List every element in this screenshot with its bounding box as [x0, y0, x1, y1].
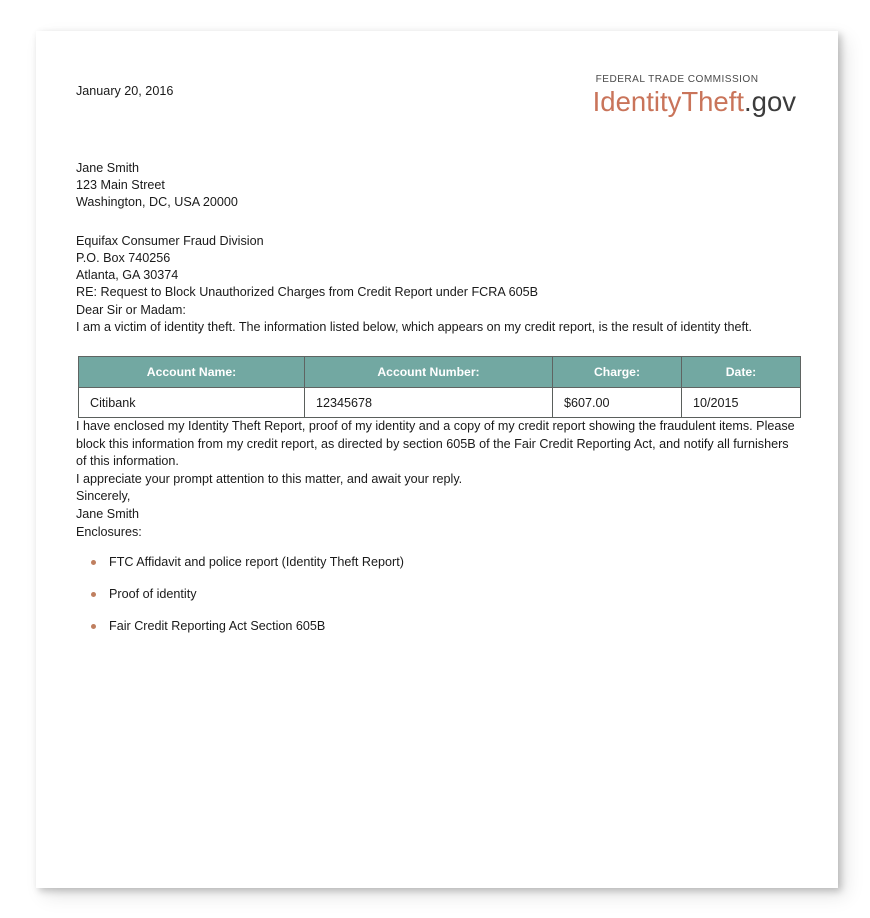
letter-appreciation-paragraph: I appreciate your prompt attention to this matter, and await your reply. [76, 471, 463, 486]
wordmark-primary: IdentityTheft [592, 86, 745, 117]
bullet-icon [91, 592, 96, 597]
recipient-organization: Equifax Consumer Fraud Division [76, 233, 264, 248]
enclosures-list [76, 554, 796, 635]
enclosures-label: Enclosures: [76, 524, 142, 539]
cell-account-number: 12345678 [305, 388, 553, 418]
letter-intro-paragraph: I am a victim of identity theft. The information listed below, which appears on my credit report, is the result of identity theft. [76, 320, 752, 335]
sender-address-block [76, 160, 796, 212]
list-item [91, 586, 796, 603]
column-header-account-name: Account Name: [79, 357, 305, 388]
agency-name: FEDERAL TRADE COMMISSION [595, 74, 759, 85]
wordmark-suffix: .gov [744, 86, 796, 117]
letter-body-paragraph: I have enclosed my Identity Theft Report, proof of my identity and a copy of my credit report showing the fraudulent items. Please block this information from my credit report, as directed by section 605B of the Fair Credit Reporting Act, and notify all furnishers of this information. [76, 419, 795, 469]
bullet-icon [91, 560, 96, 565]
recipient-po-box: P.O. Box 740256 [76, 250, 171, 265]
letter-date: January 20, 2016 [76, 84, 174, 98]
list-item [91, 554, 796, 571]
cell-charge: $607.00 [553, 388, 682, 418]
letter-salutation: Dear Sir or Madam: [76, 302, 186, 317]
wordmark [593, 87, 796, 117]
fraudulent-charges-table-wrap [78, 356, 800, 418]
list-item-label: Fair Credit Reporting Act Section 605B [109, 619, 326, 634]
column-header-account-number: Account Number: [305, 357, 553, 388]
letter-sheet [36, 31, 838, 888]
list-item [91, 618, 796, 635]
list-item-label: FTC Affidavit and police report (Identity Theft Report) [109, 555, 404, 570]
table-row [79, 388, 801, 418]
letter-subject-line: RE: Request to Block Unauthorized Charges from Credit Report under FCRA 605B [76, 285, 538, 300]
column-header-date: Date: [682, 357, 801, 388]
list-item-label: Proof of identity [109, 587, 197, 602]
fraudulent-charges-table [78, 356, 801, 418]
letter-content [36, 31, 838, 888]
sender-street: 123 Main Street [76, 178, 165, 193]
letter-header [76, 74, 796, 136]
bullet-icon [91, 624, 96, 629]
ftc-identitytheft-logo [593, 74, 796, 117]
sender-name: Jane Smith [76, 161, 139, 175]
cell-date: 10/2015 [682, 388, 801, 418]
sender-city-state-zip: Washington, DC, USA 20000 [76, 195, 238, 210]
table-header-row [79, 357, 801, 388]
cell-account-name: Citibank [79, 388, 305, 418]
letter-closing: Sincerely, [76, 489, 131, 504]
recipient-city-state-zip: Atlanta, GA 30374 [76, 268, 179, 283]
column-header-charge: Charge: [553, 357, 682, 388]
recipient-address-block [76, 233, 796, 285]
letter-signature-name: Jane Smith [76, 506, 139, 521]
